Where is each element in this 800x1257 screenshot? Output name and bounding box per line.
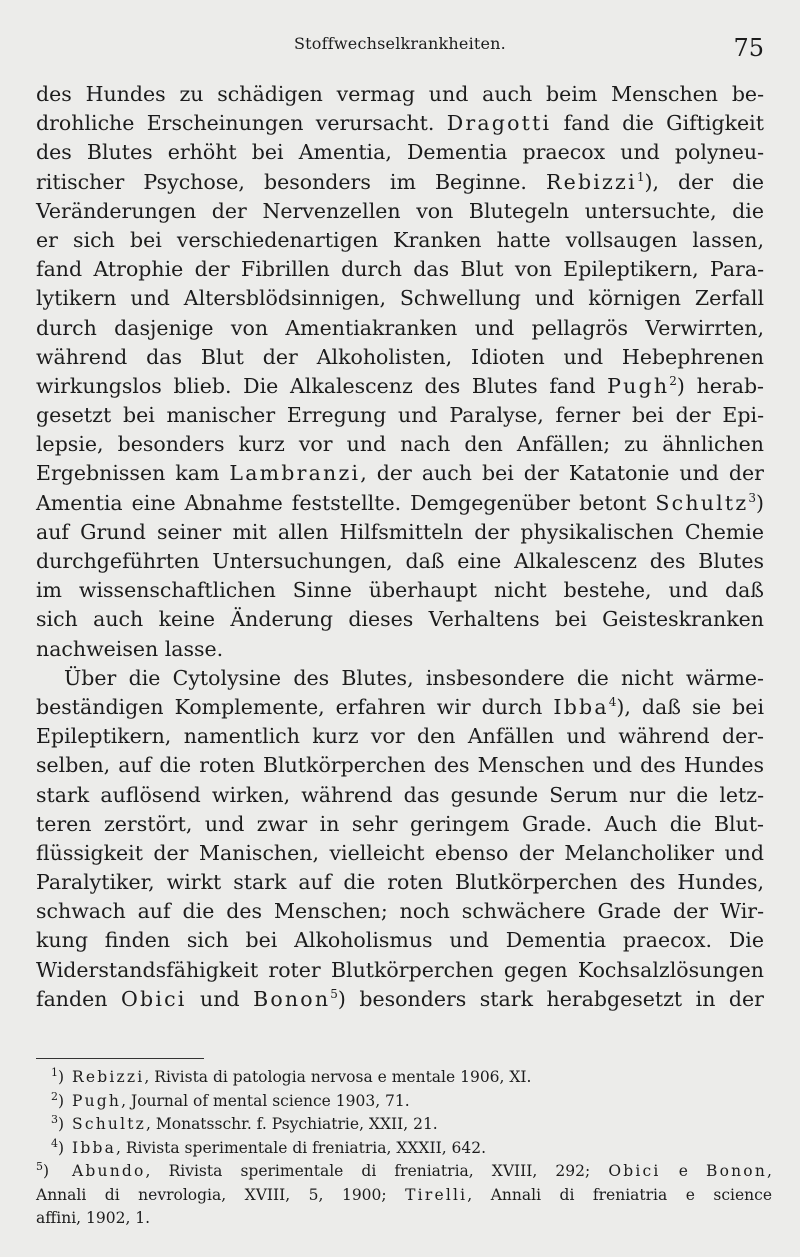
author-name: Ibba	[553, 694, 609, 719]
text-line: beständigen Komplemente, erfahren wir durch Ibba$^4$), daß sie bei	[36, 694, 764, 719]
footnote-ref: 2	[669, 374, 677, 389]
text-line: lepsie, besonders kurz vor und nach den Anfällen; zu ähnlichen	[36, 432, 764, 457]
author-name: Rebizzi	[546, 169, 637, 194]
footnote-mark: 1	[50, 1065, 58, 1079]
text-line: kung finden sich bei Alkoholismus und Dementia praecox. Die	[36, 928, 764, 953]
footnote: $^3$) Schultz, Monatsschr. f. Psychiatrie, XXII, 21.	[50, 1112, 438, 1133]
text-line: teren zerstört, und zwar in sehr geringem Grade. Auch die Blut-	[36, 811, 764, 836]
text-line: Veränderungen der Nervenzellen von Blutegeln untersuchte, die	[36, 198, 764, 223]
footnote-ref: 5	[330, 986, 338, 1001]
footnote-mark: 3	[50, 1112, 58, 1126]
text-line: durchgeführten Untersuchungen, daß eine Alkalescenz des Blutes	[36, 549, 764, 573]
text-line: fand Atrophie der Fibrillen durch das Blut von Epileptikern, Para-	[36, 257, 764, 282]
running-head: Stoffwechselkrankheiten.	[294, 34, 506, 53]
author-name: Lambranzi	[229, 461, 361, 486]
text-line: auf Grund seiner mit allen Hilfsmitteln der physikalischen Chemie	[36, 519, 764, 544]
body-text	[36, 80, 764, 1014]
text-line: wirkungslos blieb. Die Alkalescenz des Blutes fand Pugh$^2$) herab-	[36, 373, 764, 398]
footnote-continuation: affini, 1902, 1.	[36, 1209, 151, 1227]
footnote: $^4$) Ibba, Rivista sperimentale di freniatria, XXXII, 642.	[50, 1136, 487, 1157]
author-name: Pugh	[72, 1091, 122, 1110]
author-name: Abundo	[72, 1162, 146, 1180]
footnote-ref: 4	[608, 695, 617, 710]
text-line: Amentia eine Abnahme feststellte. Demgegenüber betont Schultz$^3$)	[36, 490, 764, 515]
author-name: Rebizzi	[72, 1068, 145, 1086]
text-line: nachweisen lasse.	[36, 636, 224, 661]
author-name: Obici	[121, 986, 187, 1011]
text-line: während das Blut der Alkoholisten, Idioten und Hebephrenen	[36, 344, 764, 369]
footnote-continuation: Annali di nevrologia, XVIII, 5, 1900; Tirelli, Annali di freniatria e science	[36, 1185, 772, 1204]
author-name: Obici	[608, 1162, 661, 1180]
text-line: ritischer Psychose, besonders im Beginne. Rebizzi$^1$), der die	[36, 169, 764, 194]
footnote-ref: 3	[748, 490, 756, 505]
author-name: Bonon	[706, 1162, 768, 1180]
text-line: des Blutes erhöht bei Amentia, Dementia praecox und polyneu-	[36, 140, 764, 165]
footnote-mark: 5	[36, 1159, 43, 1173]
footnote-mark: 4	[50, 1136, 58, 1150]
text-line: lytikern und Altersblödsinnigen, Schwellung und körnigen Zerfall	[36, 286, 764, 311]
footnotes	[36, 1066, 772, 1231]
footnote: $^2$) Pugh, Journal of mental science 1903, 71.	[50, 1089, 410, 1110]
author-name: Tirelli	[405, 1185, 468, 1204]
author-name: Ibba	[72, 1138, 117, 1157]
author-name: Schultz	[72, 1115, 147, 1133]
text-line: des Hundes zu schädigen vermag und auch beim Menschen be-	[36, 82, 764, 106]
footnote: $^1$) Rebizzi, Rivista di patologia nervosa e mentale 1906, XI.	[50, 1065, 532, 1086]
text-line: drohliche Erscheinungen verursacht. Dragotti fand die Giftigkeit	[36, 111, 764, 136]
author-name: Dragotti	[446, 111, 552, 136]
text-line: selben, auf die roten Blutkörperchen des Menschen und des Hundes	[36, 753, 764, 778]
page-number: 75	[733, 34, 764, 62]
text-line: fanden Obici und Bonon$^5$) besonders stark herabgesetzt in der	[36, 986, 764, 1011]
footnote: $^5$) Abundo, Rivista sperimentale di freniatria, XVIII, 292; Obici e Bonon,	[36, 1159, 772, 1180]
text-line: gesetzt bei manischer Erregung und Paralyse, ferner bei der Epi-	[36, 403, 764, 428]
footnote-divider	[36, 1058, 204, 1059]
text-line: er sich bei verschiedenartigen Kranken hatte vollsaugen lassen,	[36, 227, 764, 252]
text-line: schwach auf die des Menschen; noch schwächere Grade der Wir-	[36, 899, 764, 924]
footnote-ref: 1	[636, 169, 645, 184]
text-line: Epileptikern, namentlich kurz vor den Anfällen und während der-	[36, 724, 764, 749]
text-line: stark auflösend wirken, während das gesunde Serum nur die letz-	[36, 782, 764, 807]
text-line: Widerstandsfähigkeit roter Blutkörperchen gegen Kochsalzlösungen	[36, 957, 764, 982]
author-name: Schultz	[655, 490, 749, 515]
footnote-mark: 2	[50, 1089, 58, 1103]
text-line: im wissenschaftlichen Sinne überhaupt nicht bestehe, und daß	[36, 578, 764, 603]
text-line: sich auch keine Änderung dieses Verhaltens bei Geisteskranken	[36, 607, 764, 632]
text-line: flüssigkeit der Manischen, vielleicht ebenso der Melancholiker und	[36, 840, 764, 865]
text-line: Paralytiker, wirkt stark auf die roten Blutkörperchen des Hundes,	[36, 870, 764, 895]
text-line: Ergebnissen kam Lambranzi, der auch bei der Katatonie und der	[36, 461, 764, 486]
text-line: Über die Cytolysine des Blutes, insbesondere die nicht wärme-	[64, 665, 764, 690]
author-name: Pugh	[607, 373, 670, 398]
author-name: Bonon	[253, 986, 331, 1011]
text-line: durch dasjenige von Amentiakranken und pellagrös Verwirrten,	[36, 315, 764, 340]
